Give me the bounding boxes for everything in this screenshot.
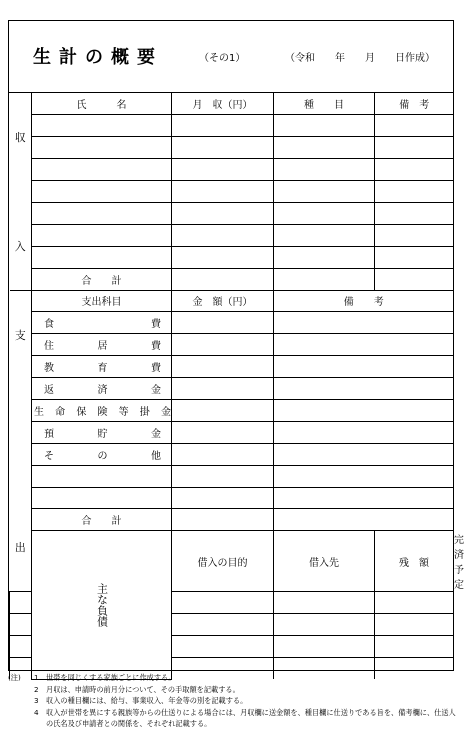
expense-side-label: 支 出 <box>10 290 32 592</box>
expense-item-other <box>32 443 172 465</box>
income-name-cell[interactable] <box>32 115 172 137</box>
income-row[interactable] <box>10 246 454 268</box>
debt-lender-cell[interactable] <box>172 636 274 658</box>
expense-header-row <box>10 290 454 312</box>
note-row <box>8 707 458 730</box>
expense-amount-cell[interactable] <box>172 399 274 421</box>
notes-section <box>8 672 458 730</box>
income-name-cell[interactable] <box>32 224 172 246</box>
income-monthly-cell[interactable] <box>172 246 274 268</box>
creation-date: （令和 年 月 日作成） <box>285 53 435 64</box>
expense-amount-cell[interactable] <box>172 356 274 378</box>
income-row[interactable] <box>10 137 454 159</box>
expense-item-savings <box>32 421 172 443</box>
expense-amount-cell[interactable] <box>172 421 274 443</box>
note-text: 収入の種目欄には、給与、事業収入、年金等の別を記載する。 <box>46 696 248 705</box>
income-name-cell[interactable] <box>32 246 172 268</box>
debt-balance-cell[interactable] <box>274 592 375 614</box>
note-number: 1 <box>34 673 39 682</box>
expense-remarks-cell[interactable] <box>274 334 454 356</box>
expense-total-amount[interactable] <box>172 509 274 531</box>
note-row <box>8 672 458 684</box>
expense-item-label: 食 費 <box>44 319 161 331</box>
expense-item-blank[interactable] <box>32 487 172 509</box>
income-remarks-cell[interactable] <box>375 115 454 137</box>
note-row <box>8 695 458 707</box>
expense-remarks-cell[interactable] <box>274 356 454 378</box>
expense-row[interactable] <box>10 378 454 400</box>
expense-total-remarks[interactable] <box>274 509 454 531</box>
income-remarks-cell[interactable] <box>375 224 454 246</box>
income-type-cell[interactable] <box>274 246 375 268</box>
debt-schedule-cell[interactable] <box>375 636 454 658</box>
income-col-monthly: 月 収（円） <box>172 93 274 115</box>
expense-item-education <box>32 356 172 378</box>
debt-purpose-cell[interactable] <box>10 614 32 636</box>
income-side-label: 収 入 <box>10 93 32 290</box>
income-row[interactable] <box>10 181 454 203</box>
expense-row[interactable] <box>10 399 454 421</box>
expense-remarks-cell[interactable] <box>274 399 454 421</box>
debt-lender-cell[interactable] <box>172 592 274 614</box>
expense-row[interactable] <box>10 356 454 378</box>
income-name-cell[interactable] <box>32 202 172 224</box>
income-remarks-cell[interactable] <box>375 159 454 181</box>
income-header-row <box>10 93 454 115</box>
income-col-type: 種 目 <box>274 93 375 115</box>
expense-remarks-cell[interactable] <box>274 312 454 334</box>
title-area <box>9 21 453 93</box>
income-remarks-cell[interactable] <box>375 181 454 203</box>
income-remarks-cell[interactable] <box>375 246 454 268</box>
expense-row[interactable] <box>10 312 454 334</box>
income-type-cell[interactable] <box>274 137 375 159</box>
note-number: 3 <box>34 696 39 705</box>
expense-remarks-cell[interactable] <box>274 421 454 443</box>
expense-amount-cell[interactable] <box>172 443 274 465</box>
expense-amount-cell[interactable] <box>172 312 274 334</box>
expense-row[interactable] <box>10 334 454 356</box>
form-frame <box>8 20 464 671</box>
expense-remarks-cell[interactable] <box>274 487 454 509</box>
expense-col-remarks: 備 考 <box>274 290 454 312</box>
expense-item-label: 返 済 金 <box>44 385 161 397</box>
expense-row[interactable] <box>10 443 454 465</box>
expense-item-label: 教 育 費 <box>44 363 161 375</box>
note-number: 2 <box>34 684 39 694</box>
expense-amount-cell[interactable] <box>172 378 274 400</box>
income-type-cell[interactable] <box>274 159 375 181</box>
income-row[interactable] <box>10 159 454 181</box>
income-remarks-cell[interactable] <box>375 137 454 159</box>
income-name-cell[interactable] <box>32 159 172 181</box>
expense-amount-cell[interactable] <box>172 465 274 487</box>
expense-total-row <box>10 509 454 531</box>
note-text: 世帯を同じくする家族ごとに作成する。 <box>46 673 176 682</box>
income-monthly-cell[interactable] <box>172 159 274 181</box>
note-text: 収入が世帯を異にする親族等からの仕送りによる場合には、月収欄に送金額を、種目欄に仕送りである旨を、備考欄に、仕送人の氏名及び申請者との関係を、それぞれ記載する。 <box>46 707 456 728</box>
expense-total-label: 合 計 <box>32 509 172 531</box>
expense-row[interactable] <box>10 465 454 487</box>
income-type-cell[interactable] <box>274 202 375 224</box>
debt-schedule-cell[interactable] <box>375 592 454 614</box>
income-total-row <box>10 268 454 290</box>
expense-col-amount: 金 額（円） <box>172 290 274 312</box>
debt-schedule-cell[interactable] <box>375 614 454 636</box>
debts-col-balance: 残 額 <box>375 531 454 592</box>
note-text: 月収は、申請時の前月分について、その手取額を記載する。 <box>46 684 240 694</box>
income-type-cell[interactable] <box>274 115 375 137</box>
expense-item-housing <box>32 334 172 356</box>
expense-row[interactable] <box>10 487 454 509</box>
income-col-name: 氏 名 <box>32 93 172 115</box>
income-monthly-cell[interactable] <box>172 202 274 224</box>
debts-col-lender: 借入先 <box>274 531 375 592</box>
debts-side-label: 主な負債 <box>32 531 172 680</box>
expense-remarks-cell[interactable] <box>274 465 454 487</box>
income-remarks-cell[interactable] <box>375 202 454 224</box>
expense-item-repayment <box>32 378 172 400</box>
expense-remarks-cell[interactable] <box>274 378 454 400</box>
income-col-remarks: 備 考 <box>375 93 454 115</box>
income-total-remarks[interactable] <box>375 268 454 290</box>
expense-col-item: 支出科目 <box>32 290 172 312</box>
expense-item-label: 預 貯 金 <box>44 428 161 440</box>
income-name-cell[interactable] <box>32 137 172 159</box>
debt-purpose-cell[interactable] <box>10 592 32 614</box>
income-monthly-cell[interactable] <box>172 224 274 246</box>
income-name-cell[interactable] <box>32 181 172 203</box>
income-total-type[interactable] <box>274 268 375 290</box>
income-total-label: 合 計 <box>32 268 172 290</box>
expense-row[interactable] <box>10 421 454 443</box>
debt-lender-cell[interactable] <box>172 614 274 636</box>
income-total-amount[interactable] <box>172 268 274 290</box>
income-row[interactable] <box>10 202 454 224</box>
form-title: 生計の概要 <box>33 47 163 68</box>
income-row[interactable] <box>10 115 454 137</box>
expense-item-label: そ の 他 <box>44 450 161 462</box>
note-number: 4 <box>34 707 39 717</box>
income-type-cell[interactable] <box>274 181 375 203</box>
expense-item-label: 生 命 保 険 等 掛 金 <box>34 406 171 418</box>
debt-balance-cell[interactable] <box>274 636 375 658</box>
debts-header-row: 主な負債 借入の目的 借入先 残 額 完済予定 <box>10 531 454 592</box>
expense-item-food <box>32 312 172 334</box>
income-monthly-cell[interactable] <box>172 181 274 203</box>
expense-amount-cell[interactable] <box>172 487 274 509</box>
expense-remarks-cell[interactable] <box>274 443 454 465</box>
income-monthly-cell[interactable] <box>172 115 274 137</box>
income-row[interactable] <box>10 224 454 246</box>
debt-purpose-cell[interactable] <box>10 636 32 658</box>
income-monthly-cell[interactable] <box>172 137 274 159</box>
expense-item-label: 住 居 費 <box>44 341 161 353</box>
form-subtitle: （その1） <box>199 53 246 64</box>
note-row <box>8 684 458 696</box>
expense-item-blank[interactable] <box>32 465 172 487</box>
expense-item-insurance <box>32 399 172 421</box>
summary-table <box>9 93 464 680</box>
expense-amount-cell[interactable] <box>172 334 274 356</box>
debt-balance-cell[interactable] <box>274 614 375 636</box>
debts-col-purpose: 借入の目的 <box>172 531 274 592</box>
income-type-cell[interactable] <box>274 224 375 246</box>
notes-tag: (注) <box>8 673 21 682</box>
